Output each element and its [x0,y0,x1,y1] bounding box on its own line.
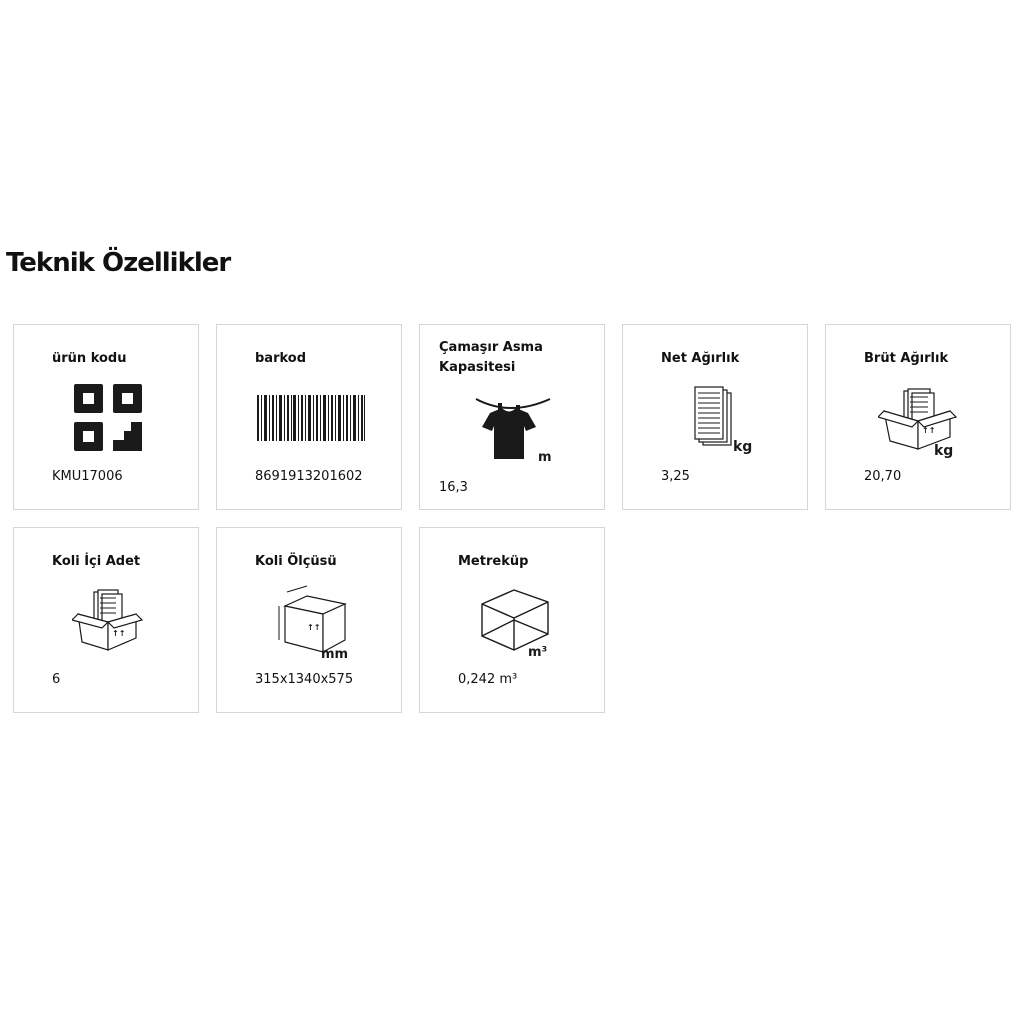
qr-code-icon [54,377,164,457]
spec-label: barkod [255,351,307,366]
barcode-icon [257,377,367,457]
spec-value: 315x1340x575 [255,672,354,687]
unit-label: m [538,450,552,465]
laundry-tshirt-icon [470,391,580,471]
spec-card-volume [419,527,605,713]
spec-label: Net Ağırlık [661,351,740,366]
spec-label: ürün kodu [52,351,127,366]
svg-text:↑↑: ↑↑ [112,629,126,638]
unit-label: mm [321,647,349,660]
unit-label: m³ [528,645,548,660]
spec-label: Metreküp [458,554,529,569]
svg-text:↑↑: ↑↑ [922,426,936,435]
spec-value: 16,3 [439,480,468,495]
spec-label: Çamaşır Asma Kapasitesi [439,340,543,375]
spec-card-net-weight [622,324,808,510]
section-title: Teknik Özellikler [6,248,231,278]
spec-value: 6 [52,672,61,687]
panels-weight-icon [687,383,767,459]
spec-value: 8691913201602 [255,469,363,484]
cube-volume-icon [474,584,564,660]
spec-card-gross-weight [825,324,1011,510]
spec-value: 20,70 [864,469,902,484]
spec-value: 0,242 m³ [458,672,518,687]
box-quantity-icon [72,586,152,658]
unit-label: kg [733,439,753,455]
spec-card-laundry-capacity [419,324,605,510]
unit-label: kg [934,443,954,459]
spec-label: Koli İçi Adet [52,554,141,569]
spec-label: Koli Ölçüsü [255,554,337,569]
spec-value: 3,25 [661,469,690,484]
svg-text:↑↑: ↑↑ [307,623,321,632]
spec-card-box-dimensions [216,527,402,713]
box-weight-icon [878,387,968,459]
spec-card-box-quantity [13,527,199,713]
box-dimensions-icon [273,584,359,660]
spec-value: KMU17006 [52,469,123,484]
spec-card-product-code [13,324,199,510]
spec-label: Brüt Ağırlık [864,351,949,366]
spec-card-barcode [216,324,402,510]
